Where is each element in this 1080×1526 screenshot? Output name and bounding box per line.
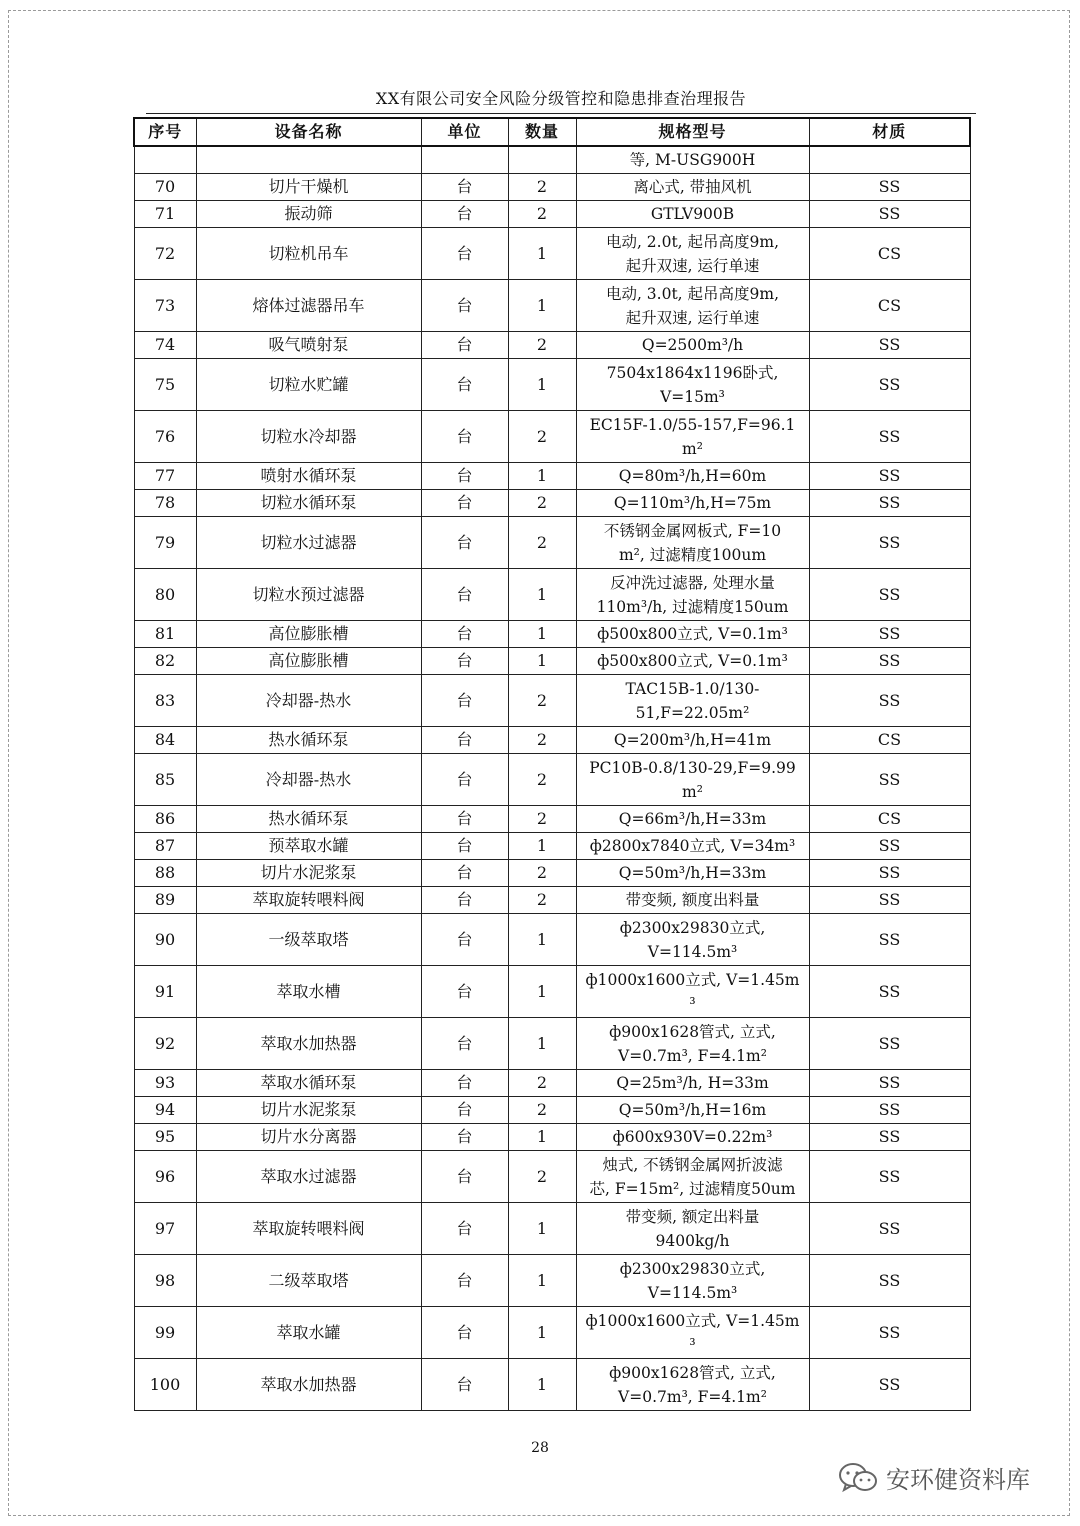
table-row (134, 1203, 970, 1255)
document-header: XX有限公司安全风险分级管控和隐患排查治理报告 (375, 89, 747, 108)
cell-unit: 台 (421, 806, 508, 833)
cell-spec: ф2300x29830立式, V=114.5m³ (576, 914, 809, 966)
cell-quantity: 2 (508, 174, 576, 201)
cell-quantity: 2 (508, 1151, 576, 1203)
cell-spec: ф2300x29830立式, V=114.5m³ (576, 1255, 809, 1307)
column-header-spec: 规格型号 (576, 118, 809, 146)
cell-name (196, 146, 421, 174)
cell-material: SS (809, 914, 970, 966)
table-row (134, 1097, 970, 1124)
cell-unit: 台 (421, 280, 508, 332)
cell-material: SS (809, 754, 970, 806)
cell-quantity: 1 (508, 569, 576, 621)
cell-spec: EC15F-1.0/55-157,F=96.1 m² (576, 411, 809, 463)
table-row (134, 228, 970, 280)
column-header-quantity: 数量 (508, 118, 576, 146)
cell-unit: 台 (421, 174, 508, 201)
cell-quantity: 2 (508, 332, 576, 359)
cell-material: SS (809, 1124, 970, 1151)
cell-no: 97 (134, 1203, 196, 1255)
cell-unit: 台 (421, 675, 508, 727)
cell-no: 95 (134, 1124, 196, 1151)
cell-name: 切粒水冷却器 (196, 411, 421, 463)
column-header-unit: 单位 (421, 118, 508, 146)
cell-quantity: 2 (508, 754, 576, 806)
table-row (134, 1307, 970, 1359)
table-body (134, 146, 970, 1411)
table-row (134, 860, 970, 887)
cell-material: SS (809, 675, 970, 727)
cell-quantity (508, 146, 576, 174)
cell-spec: TAC15B-1.0/130- 51,F=22.05m² (576, 675, 809, 727)
cell-no: 72 (134, 228, 196, 280)
cell-no: 98 (134, 1255, 196, 1307)
cell-spec: 带变频, 额定出料量 9400kg/h (576, 1203, 809, 1255)
cell-name: 吸气喷射泵 (196, 332, 421, 359)
cell-unit: 台 (421, 1070, 508, 1097)
cell-spec: 7504x1864x1196卧式, V=15m³ (576, 359, 809, 411)
cell-material: SS (809, 201, 970, 228)
cell-spec: Q=66m³/h,H=33m (576, 806, 809, 833)
cell-material: CS (809, 727, 970, 754)
cell-material: SS (809, 1255, 970, 1307)
cell-name: 一级萃取塔 (196, 914, 421, 966)
cell-unit: 台 (421, 1018, 508, 1070)
cell-spec: GTLV900B (576, 201, 809, 228)
cell-material: SS (809, 1070, 970, 1097)
cell-name: 切片水泥浆泵 (196, 1097, 421, 1124)
table-row (134, 1124, 970, 1151)
table-row (134, 1255, 970, 1307)
table-row (134, 887, 970, 914)
cell-name: 萃取水加热器 (196, 1018, 421, 1070)
cell-name: 热水循环泵 (196, 727, 421, 754)
cell-quantity: 1 (508, 463, 576, 490)
watermark-text: 安环健资料库 (886, 1466, 1030, 1494)
cell-unit: 台 (421, 490, 508, 517)
cell-name: 切粒水过滤器 (196, 517, 421, 569)
cell-name: 切片干燥机 (196, 174, 421, 201)
cell-material: SS (809, 966, 970, 1018)
cell-material: CS (809, 806, 970, 833)
cell-spec: ф1000x1600立式, V=1.45m ³ (576, 1307, 809, 1359)
cell-unit: 台 (421, 1307, 508, 1359)
cell-quantity: 1 (508, 914, 576, 966)
cell-spec: Q=110m³/h,H=75m (576, 490, 809, 517)
cell-spec: Q=80m³/h,H=60m (576, 463, 809, 490)
cell-name: 萃取水加热器 (196, 1359, 421, 1411)
cell-no: 85 (134, 754, 196, 806)
cell-no: 86 (134, 806, 196, 833)
cell-no: 75 (134, 359, 196, 411)
table-row (134, 146, 970, 174)
cell-no: 87 (134, 833, 196, 860)
cell-no: 84 (134, 727, 196, 754)
cell-quantity: 2 (508, 675, 576, 727)
cell-quantity: 1 (508, 621, 576, 648)
column-header-no: 序号 (134, 118, 196, 146)
cell-unit: 台 (421, 727, 508, 754)
table-row (134, 966, 970, 1018)
cell-no: 73 (134, 280, 196, 332)
cell-unit: 台 (421, 1151, 508, 1203)
cell-unit: 台 (421, 621, 508, 648)
cell-unit: 台 (421, 332, 508, 359)
cell-no: 83 (134, 675, 196, 727)
cell-no: 78 (134, 490, 196, 517)
cell-name: 喷射水循环泵 (196, 463, 421, 490)
cell-spec: ф600x930V=0.22m³ (576, 1124, 809, 1151)
cell-material: SS (809, 833, 970, 860)
cell-spec: PC10B-0.8/130-29,F=9.99 m² (576, 754, 809, 806)
table-row (134, 411, 970, 463)
wechat-icon (838, 1461, 878, 1495)
table-row (134, 359, 970, 411)
cell-spec: ф500x800立式, V=0.1m³ (576, 621, 809, 648)
cell-spec: Q=25m³/h, H=33m (576, 1070, 809, 1097)
cell-unit: 台 (421, 1203, 508, 1255)
cell-name: 切片水分离器 (196, 1124, 421, 1151)
cell-no: 92 (134, 1018, 196, 1070)
cell-name: 振动筛 (196, 201, 421, 228)
cell-quantity: 1 (508, 359, 576, 411)
cell-name: 萃取水罐 (196, 1307, 421, 1359)
cell-quantity: 2 (508, 1070, 576, 1097)
cell-no: 70 (134, 174, 196, 201)
cell-material: SS (809, 174, 970, 201)
cell-material: SS (809, 569, 970, 621)
cell-quantity: 2 (508, 490, 576, 517)
table-row (134, 806, 970, 833)
column-header-name: 设备名称 (196, 118, 421, 146)
table-row (134, 1018, 970, 1070)
cell-spec: 不锈钢金属网板式, F=10 m², 过滤精度100um (576, 517, 809, 569)
cell-quantity: 1 (508, 280, 576, 332)
cell-material: SS (809, 860, 970, 887)
cell-spec: 电动, 2.0t, 起吊高度9m, 起升双速, 运行单速 (576, 228, 809, 280)
cell-spec: 离心式, 带抽风机 (576, 174, 809, 201)
cell-no (134, 146, 196, 174)
cell-spec: 反冲洗过滤器, 处理水量 110m³/h, 过滤精度150um (576, 569, 809, 621)
cell-quantity: 2 (508, 860, 576, 887)
cell-unit: 台 (421, 914, 508, 966)
table-row (134, 280, 970, 332)
cell-quantity: 1 (508, 833, 576, 860)
table-row (134, 1070, 970, 1097)
cell-unit: 台 (421, 228, 508, 280)
cell-unit: 台 (421, 517, 508, 569)
cell-name: 冷却器-热水 (196, 675, 421, 727)
page-number: 28 (531, 1440, 549, 1456)
cell-spec: Q=2500m³/h (576, 332, 809, 359)
cell-no: 77 (134, 463, 196, 490)
cell-name: 萃取旋转喂料阀 (196, 887, 421, 914)
cell-name: 切片水泥浆泵 (196, 860, 421, 887)
cell-unit: 台 (421, 833, 508, 860)
cell-spec: Q=50m³/h,H=16m (576, 1097, 809, 1124)
cell-no: 74 (134, 332, 196, 359)
cell-quantity: 2 (508, 727, 576, 754)
cell-no: 94 (134, 1097, 196, 1124)
table-row (134, 174, 970, 201)
table-row (134, 463, 970, 490)
cell-name: 切粒水循环泵 (196, 490, 421, 517)
cell-material: SS (809, 1151, 970, 1203)
cell-unit: 台 (421, 569, 508, 621)
cell-quantity: 1 (508, 1124, 576, 1151)
table-row (134, 1151, 970, 1203)
table-row (134, 648, 970, 675)
cell-spec: Q=50m³/h,H=33m (576, 860, 809, 887)
cell-quantity: 2 (508, 806, 576, 833)
cell-material: SS (809, 648, 970, 675)
cell-name: 萃取水循环泵 (196, 1070, 421, 1097)
cell-unit: 台 (421, 463, 508, 490)
cell-material: CS (809, 280, 970, 332)
cell-material: SS (809, 1307, 970, 1359)
cell-unit: 台 (421, 1255, 508, 1307)
cell-unit (421, 146, 508, 174)
cell-spec: ф500x800立式, V=0.1m³ (576, 648, 809, 675)
cell-name: 高位膨胀槽 (196, 648, 421, 675)
cell-unit: 台 (421, 887, 508, 914)
cell-unit: 台 (421, 411, 508, 463)
cell-unit: 台 (421, 1359, 508, 1411)
cell-no: 100 (134, 1359, 196, 1411)
cell-no: 88 (134, 860, 196, 887)
cell-name: 热水循环泵 (196, 806, 421, 833)
cell-material: SS (809, 1097, 970, 1124)
cell-unit: 台 (421, 860, 508, 887)
cell-no: 96 (134, 1151, 196, 1203)
cell-material: SS (809, 1359, 970, 1411)
cell-spec: ф1000x1600立式, V=1.45m ³ (576, 966, 809, 1018)
cell-spec: ф900x1628管式, 立式, V=0.7m³, F=4.1m² (576, 1018, 809, 1070)
cell-spec: 带变频, 额度出料量 (576, 887, 809, 914)
cell-no: 93 (134, 1070, 196, 1097)
table-header-row (134, 118, 970, 146)
table-row (134, 517, 970, 569)
cell-no: 80 (134, 569, 196, 621)
cell-name: 萃取水槽 (196, 966, 421, 1018)
cell-unit: 台 (421, 1124, 508, 1151)
cell-quantity: 2 (508, 1097, 576, 1124)
cell-no: 79 (134, 517, 196, 569)
watermark (838, 1460, 1030, 1495)
cell-name: 萃取旋转喂料阀 (196, 1203, 421, 1255)
cell-quantity: 1 (508, 1307, 576, 1359)
table-row (134, 201, 970, 228)
cell-no: 81 (134, 621, 196, 648)
cell-name: 切粒水贮罐 (196, 359, 421, 411)
cell-name: 熔体过滤器吊车 (196, 280, 421, 332)
cell-quantity: 1 (508, 1359, 576, 1411)
cell-no: 99 (134, 1307, 196, 1359)
cell-no: 91 (134, 966, 196, 1018)
cell-material: SS (809, 332, 970, 359)
cell-name: 萃取水过滤器 (196, 1151, 421, 1203)
cell-name: 切粒机吊车 (196, 228, 421, 280)
cell-spec: 烛式, 不锈钢金属网折波滤 芯, F=15m², 过滤精度50um (576, 1151, 809, 1203)
table-row (134, 621, 970, 648)
cell-name: 冷却器-热水 (196, 754, 421, 806)
cell-no: 89 (134, 887, 196, 914)
cell-name: 二级萃取塔 (196, 1255, 421, 1307)
cell-spec: 电动, 3.0t, 起吊高度9m, 起升双速, 运行单速 (576, 280, 809, 332)
cell-material: SS (809, 463, 970, 490)
column-header-material: 材质 (809, 118, 970, 146)
cell-quantity: 2 (508, 887, 576, 914)
equipment-table (133, 117, 971, 1411)
cell-material: SS (809, 1018, 970, 1070)
cell-quantity: 1 (508, 228, 576, 280)
cell-quantity: 1 (508, 1203, 576, 1255)
cell-no: 82 (134, 648, 196, 675)
cell-quantity: 2 (508, 411, 576, 463)
header-rule (146, 113, 976, 114)
cell-material: SS (809, 517, 970, 569)
table-row (134, 490, 970, 517)
cell-spec: 等, M-USG900H (576, 146, 809, 174)
cell-material: SS (809, 621, 970, 648)
cell-material: SS (809, 1203, 970, 1255)
cell-name: 预萃取水罐 (196, 833, 421, 860)
table-row (134, 833, 970, 860)
cell-unit: 台 (421, 754, 508, 806)
cell-spec: ф900x1628管式, 立式, V=0.7m³, F=4.1m² (576, 1359, 809, 1411)
cell-material (809, 146, 970, 174)
cell-spec: ф2800x7840立式, V=34m³ (576, 833, 809, 860)
table-row (134, 754, 970, 806)
table-row (134, 914, 970, 966)
cell-name: 高位膨胀槽 (196, 621, 421, 648)
cell-quantity: 1 (508, 648, 576, 675)
cell-unit: 台 (421, 648, 508, 675)
cell-unit: 台 (421, 201, 508, 228)
cell-quantity: 2 (508, 517, 576, 569)
cell-unit: 台 (421, 1097, 508, 1124)
cell-material: SS (809, 411, 970, 463)
cell-no: 90 (134, 914, 196, 966)
cell-material: SS (809, 887, 970, 914)
table-row (134, 332, 970, 359)
cell-quantity: 1 (508, 1018, 576, 1070)
cell-spec: Q=200m³/h,H=41m (576, 727, 809, 754)
cell-material: SS (809, 359, 970, 411)
table-row (134, 1359, 970, 1411)
cell-no: 76 (134, 411, 196, 463)
table-row (134, 569, 970, 621)
cell-material: SS (809, 490, 970, 517)
cell-material: CS (809, 228, 970, 280)
cell-name: 切粒水预过滤器 (196, 569, 421, 621)
table-row (134, 675, 970, 727)
cell-no: 71 (134, 201, 196, 228)
cell-quantity: 2 (508, 201, 576, 228)
cell-quantity: 1 (508, 966, 576, 1018)
table-row (134, 727, 970, 754)
cell-unit: 台 (421, 359, 508, 411)
cell-quantity: 1 (508, 1255, 576, 1307)
cell-unit: 台 (421, 966, 508, 1018)
